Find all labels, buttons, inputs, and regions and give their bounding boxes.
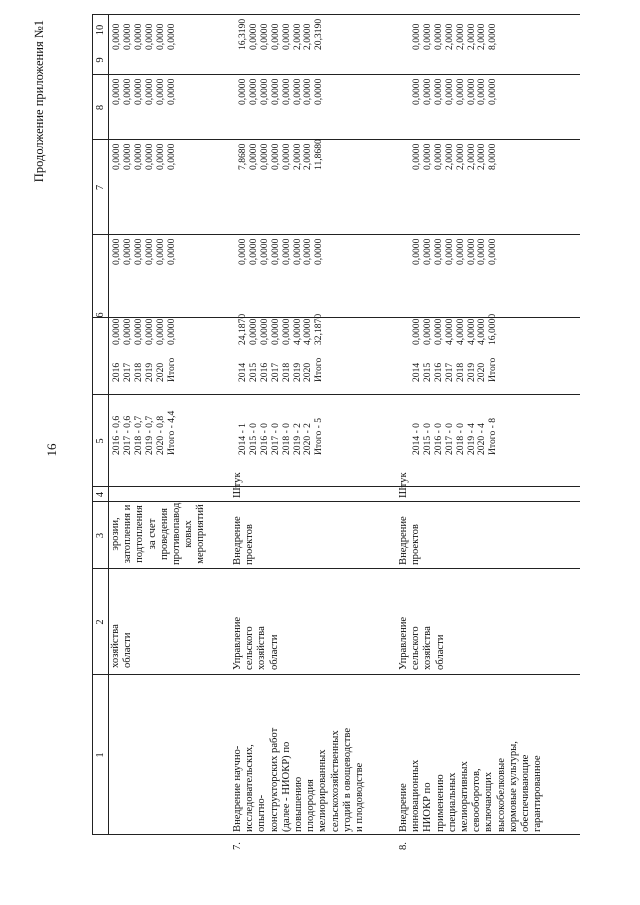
col-border — [92, 501, 580, 502]
executor: Управление сельского хозяйства области — [232, 616, 280, 670]
unit: Штук — [398, 472, 409, 498]
col-border — [92, 486, 580, 487]
target-values: 2014 - 1 2015 - 0 2016 - 0 2017 - 0 2018 - 0 2019 - 2 2020 - 2 Итого - 5 — [237, 417, 325, 455]
annex-title: Продолжение приложения №1 — [32, 20, 46, 183]
cont-indicator: эрозии, затопления и подтопления за счет проведения противопавод ковых мероприятий — [110, 502, 207, 565]
funding-federal: 0,0000 0,0000 0,0000 0,0000 0,0000 0,0000 0,0000 0,0000 — [237, 238, 325, 265]
col-border — [92, 234, 580, 235]
col-border — [92, 139, 580, 140]
header-bottom-border — [108, 15, 109, 835]
cont-funding-other: 0,0000 0,0000 0,0000 0,0000 0,0000 0,0000 — [111, 23, 177, 50]
col-border — [92, 14, 580, 15]
funding-total: 24,1870 0,0000 0,0000 0,0000 0,0000 4,0000 4,0000 32,1870 — [237, 313, 325, 345]
row-number: 8. — [398, 842, 409, 850]
col-header-1: 1 — [95, 752, 106, 758]
funding-total: 0,0000 0,0000 0,0000 4,0000 4,0000 4,0000 4,0000 16,0000 — [411, 313, 499, 345]
col-header-5: 5 — [95, 438, 106, 444]
col-header-6: 6 — [95, 312, 106, 318]
col-header-2: 2 — [95, 619, 106, 625]
measure-name: Внедрение научно- исследовательских, опытно- конструкторских работ (далее - НИОКР) по повышению плодородия мелиорированных сельскохозяйственных угодий в овощеводстве и плодоводстве — [232, 727, 366, 832]
col-header-10: 10 — [95, 24, 106, 36]
col-border — [92, 74, 580, 75]
funding-federal: 0,0000 0,0000 0,0000 0,0000 0,0000 0,0000 0,0000 0,0000 — [411, 238, 499, 265]
col-header-4: 4 — [95, 491, 106, 498]
row-number: 7. — [232, 842, 243, 850]
col-header-8: 8 — [95, 104, 106, 111]
cont-years: 2016 2017 2018 2019 2020 Итого — [111, 357, 177, 382]
cont-funding-regional: 0,0000 0,0000 0,0000 0,0000 0,0000 0,0000 — [111, 143, 177, 170]
funding-local: 0,0000 0,0000 0,0000 0,0000 0,0000 0,0000 0,0000 0,0000 — [237, 78, 325, 105]
years: 2014 2015 2016 2017 2018 2019 2020 Итого — [411, 357, 499, 382]
col-border — [92, 834, 580, 835]
funding-other: 16,3190 0,0000 0,0000 0,0000 0,0000 2,0000 2,0000 20,3190 — [237, 18, 325, 50]
indicator: Внедрение проектов — [398, 516, 422, 565]
cont-target-values: 2016 - 0,6 2017 - 0,6 2018 - 0,7 2019 - 0,7 2020 - 0,8 Итого - 4,4 — [111, 410, 177, 455]
executor: Управление сельского хозяйства области — [398, 616, 446, 670]
funding-other: 0,0000 0,0000 0,0000 2,0000 2,0000 2,0000 2,0000 8,0000 — [411, 23, 499, 50]
unit: Штук — [232, 472, 243, 498]
funding-local: 0,0000 0,0000 0,0000 0,0000 0,0000 0,0000 0,0000 0,0000 — [411, 78, 499, 105]
years: 2014 2015 2016 2017 2018 2019 2020 Итого — [237, 357, 325, 382]
col-border — [92, 394, 580, 395]
col-header-3: 3 — [95, 532, 106, 539]
indicator: Внедрение проектов — [232, 516, 256, 565]
cont-funding-total: 0,0000 0,0000 0,0000 0,0000 0,0000 0,0000 — [111, 318, 177, 345]
col-header-7: 7 — [95, 184, 106, 191]
col-border — [92, 568, 580, 569]
col-border — [92, 674, 580, 675]
cont-funding-local: 0,0000 0,0000 0,0000 0,0000 0,0000 0,0000 — [111, 78, 177, 105]
funding-regional: 7,8680 0,0000 0,0000 0,0000 0,0000 2,0000 2,0000 11,8680 — [237, 139, 325, 170]
target-values: 2014 - 0 2015 - 0 2016 - 0 2017 - 0 2018 - 0 2019 - 4 2020 - 4 Итого - 8 — [411, 417, 499, 455]
cont-funding-federal: 0,0000 0,0000 0,0000 0,0000 0,0000 0,0000 — [111, 238, 177, 265]
col-header-9: 9 — [95, 57, 106, 63]
measure-name: Внедрение инновационных НИОКР по применению специальных мелиоративных севооборотов, включающих высокобелковые кормовые культуры, обеспечивающие гарантированное — [398, 741, 544, 832]
funding-regional: 0,0000 0,0000 0,0000 2,0000 2,0000 2,0000 2,0000 8,0000 — [411, 143, 499, 170]
page-number: 16 — [44, 443, 59, 457]
cont-executor: хозяйства области — [110, 624, 134, 668]
